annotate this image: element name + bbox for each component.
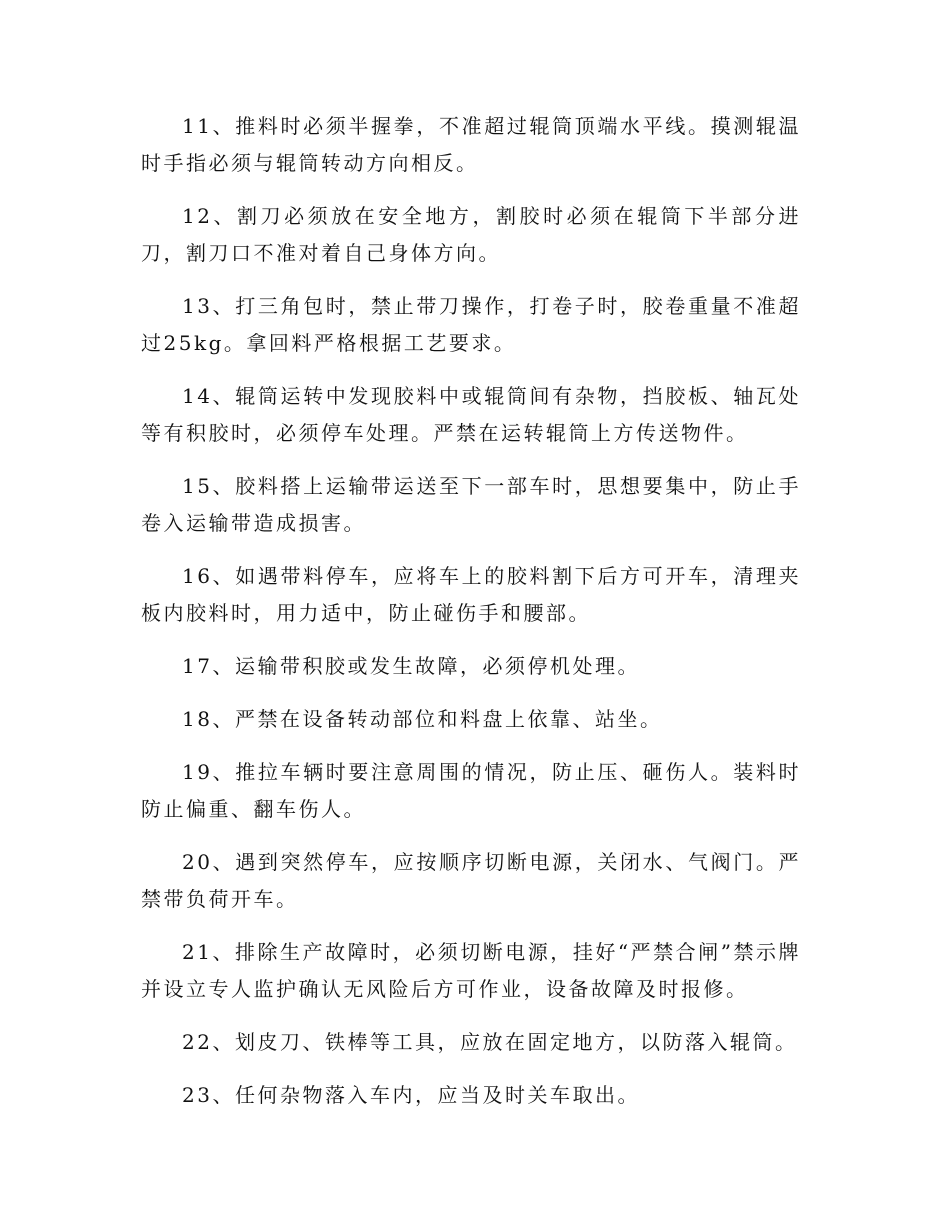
rule-paragraph-16: 16、如遇带料停车，应将车上的胶料割下后方可开车，清理夹板内胶料时，用力适中，防止碰伤手和腰部。 — [141, 564, 801, 625]
rule-paragraph-11: 11、推料时必须半握拳，不准超过辊筒顶端水平线。摸测辊温时手指必须与辊筒转动方向相反。 — [141, 114, 801, 175]
rule-paragraph-22: 22、划皮刀、铁棒等工具，应放在固定地方，以防落入辊筒。 — [182, 1030, 798, 1054]
rule-paragraph-21: 21、排除生产故障时，必须切断电源，挂好“严禁合闸”禁示牌并设立专人监护确认无风险后方可作业，设备故障及时报修。 — [141, 940, 801, 1001]
rule-paragraph-23: 23、任何杂物落入车内，应当及时关车取出。 — [182, 1083, 640, 1107]
rule-paragraph-20: 20、遇到突然停车，应按顺序切断电源，关闭水、气阀门。严禁带负荷开车。 — [141, 850, 801, 911]
rule-paragraph-14: 14、辊筒运转中发现胶料中或辊筒间有杂物，挡胶板、轴瓦处等有积胶时，必须停车处理。严禁在运转辊筒上方传送物件。 — [141, 384, 801, 445]
rule-paragraph-12: 12、割刀必须放在安全地方，割胶时必须在辊筒下半部分进刀，割刀口不准对着自己身体方向。 — [141, 204, 801, 265]
rule-paragraph-13: 13、打三角包时，禁止带刀操作，打卷子时，胶卷重量不准超过25kg。拿回料严格根据工艺要求。 — [141, 294, 801, 355]
rule-paragraph-18: 18、严禁在设备转动部位和料盘上依靠、站坐。 — [182, 707, 663, 731]
document-body — [141, 108, 801, 1130]
rule-paragraph-19: 19、推拉车辆时要注意周围的情况，防止压、砸伤人。装料时防止偏重、翻车伤人。 — [141, 760, 801, 821]
rule-paragraph-15: 15、胶料搭上运输带运送至下一部车时，思想要集中，防止手卷入运输带造成损害。 — [141, 474, 801, 535]
rule-paragraph-17: 17、运输带积胶或发生故障，必须停机处理。 — [182, 654, 640, 678]
